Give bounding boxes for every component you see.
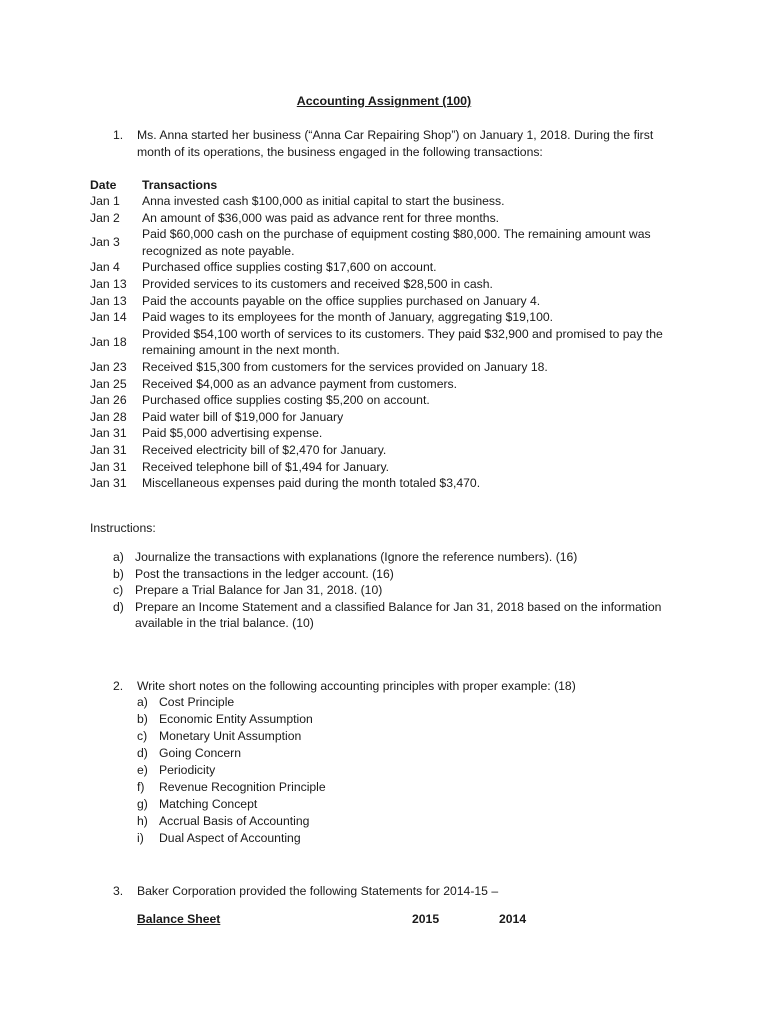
transaction-row <box>90 425 690 442</box>
instruction-item-text: Journalize the transactions with explanations (Ignore the reference numbers). (16) <box>135 550 578 564</box>
instruction-item-text: Post the transactions in the ledger account. (16) <box>135 566 394 581</box>
instruction-item-marker: c) <box>113 583 124 598</box>
transaction-row <box>90 193 690 210</box>
principle-item-text: Monetary Unit Assumption <box>159 729 302 743</box>
question-2-number: 2. <box>113 679 124 693</box>
transaction-row <box>90 376 690 393</box>
transaction-row <box>90 459 690 476</box>
transaction-date: Jan 31 <box>90 459 127 474</box>
principle-item-text: Matching Concept <box>159 797 258 811</box>
year-2014-header: 2014 <box>499 912 527 926</box>
transaction-text: Paid wages to its employees for the month of January, aggregating $19,100. <box>142 310 554 325</box>
principle-item-text: Dual Aspect of Accounting <box>159 831 301 845</box>
transaction-row <box>90 259 690 276</box>
transaction-text: Received electricity bill of $2,470 for January. <box>142 442 387 457</box>
date-column-header: Date <box>90 178 117 192</box>
transaction-text: Paid the accounts payable on the office supplies purchased on January 4. <box>142 293 541 308</box>
instruction-item-marker: b) <box>113 566 124 581</box>
principle-item-text: Going Concern <box>159 746 241 760</box>
transaction-row <box>90 392 690 409</box>
transaction-date: Jan 23 <box>90 359 127 374</box>
principle-item-text: Periodicity <box>159 763 216 777</box>
document-title: Accounting Assignment (100) <box>296 94 472 108</box>
transaction-date: Jan 25 <box>90 376 127 391</box>
principle-item-text: Revenue Recognition Principle <box>159 780 326 794</box>
transaction-text: Paid $60,000 cash on the purchase of equipment costing $80,000. The remaining amount was recognized as note payable. <box>142 227 651 258</box>
transaction-text: Paid $5,000 advertising expense. <box>142 426 323 441</box>
transaction-row <box>90 293 690 310</box>
transaction-date: Jan 26 <box>90 393 127 408</box>
year-2015-header: 2015 <box>412 912 440 926</box>
transaction-row <box>90 210 690 227</box>
transaction-date: Jan 18 <box>90 335 127 350</box>
transactions-header <box>90 177 217 194</box>
principle-item-marker: f) <box>137 780 145 794</box>
principles-list <box>137 694 537 847</box>
transactions-table <box>90 193 690 492</box>
instruction-item-marker: a) <box>113 550 124 564</box>
transaction-text: Purchased office supplies costing $5,200 on account. <box>142 393 430 408</box>
question-1-number: 1. <box>113 128 124 142</box>
transaction-date: Jan 31 <box>90 476 127 491</box>
principle-item <box>137 728 537 745</box>
balance-sheet-label: Balance Sheet <box>137 912 221 926</box>
transaction-row <box>90 326 690 359</box>
transaction-date: Jan 1 <box>90 194 120 208</box>
question-2-text: Write short notes on the following accounting principles with proper example: (18) <box>137 679 576 693</box>
principle-item <box>137 779 537 796</box>
principle-item-text: Economic Entity Assumption <box>159 712 313 726</box>
transaction-row <box>90 226 690 259</box>
principle-item-marker: d) <box>137 746 148 760</box>
transaction-row <box>90 276 690 293</box>
transaction-text: Received $15,300 from customers for the services provided on January 18. <box>142 359 548 374</box>
instruction-item-text: Prepare a Trial Balance for Jan 31, 2018. (10) <box>135 583 383 598</box>
transaction-date: Jan 2 <box>90 210 120 225</box>
question-1-text: Ms. Anna started her business (“Anna Car Repairing Shop”) on January 1, 2018. During the first month of its operations, the business engaged in the following transactions: <box>137 128 654 159</box>
principle-item-text: Accrual Basis of Accounting <box>159 814 310 828</box>
transaction-row <box>90 309 690 326</box>
instruction-item <box>113 599 683 632</box>
principle-item-marker: i) <box>137 831 144 845</box>
question-3-text: Baker Corporation provided the following Statements for 2014-15 – <box>137 884 499 898</box>
transaction-text: Miscellaneous expenses paid during the month totaled $3,470. <box>142 476 481 491</box>
transaction-row <box>90 409 690 426</box>
principle-item-marker: a) <box>137 695 148 709</box>
instructions-list <box>113 549 683 632</box>
transaction-date: Jan 28 <box>90 409 127 424</box>
principle-item-marker: h) <box>137 814 148 828</box>
transaction-text: An amount of $36,000 was paid as advance rent for three months. <box>142 210 500 225</box>
principle-item-marker: g) <box>137 797 148 811</box>
transaction-date: Jan 31 <box>90 442 127 457</box>
principle-item-text: Cost Principle <box>159 695 235 709</box>
principle-item <box>137 762 537 779</box>
transaction-date: Jan 4 <box>90 260 120 275</box>
transaction-date: Jan 14 <box>90 310 127 325</box>
transaction-text: Anna invested cash $100,000 as initial capital to start the business. <box>142 194 505 208</box>
transaction-text: Purchased office supplies costing $17,600 on account. <box>142 260 437 275</box>
transaction-text: Provided services to its customers and received $28,500 in cash. <box>142 276 493 291</box>
principle-item <box>137 813 537 830</box>
transactions-column-header: Transactions <box>142 178 218 192</box>
principle-item <box>137 830 537 847</box>
instruction-item <box>113 582 683 599</box>
principle-item <box>137 796 537 813</box>
principle-item <box>137 711 537 728</box>
question-3-number: 3. <box>113 884 124 898</box>
principle-item-marker: b) <box>137 712 148 726</box>
instruction-item-marker: d) <box>113 599 124 614</box>
transaction-row <box>90 359 690 376</box>
transaction-date: Jan 13 <box>90 293 127 308</box>
transaction-date: Jan 13 <box>90 276 127 291</box>
principle-item-marker: e) <box>137 763 148 777</box>
instruction-item-text: Prepare an Income Statement and a classified Balance for Jan 31, 2018 based on the information available in the trial balance. (10) <box>135 599 662 631</box>
principle-item-marker: c) <box>137 729 148 743</box>
transaction-text: Provided $54,100 worth of services to its customers. They paid $32,900 and promised to pay the remaining amount in the next month. <box>142 326 663 358</box>
transaction-date: Jan 3 <box>90 235 120 250</box>
transaction-row <box>90 475 690 492</box>
instruction-item <box>113 566 683 583</box>
instructions-heading: Instructions: <box>90 521 156 535</box>
principle-item <box>137 745 537 762</box>
transaction-text: Received $4,000 as an advance payment from customers. <box>142 376 458 391</box>
transaction-text: Received telephone bill of $1,494 for January. <box>142 459 390 474</box>
transaction-row <box>90 442 690 459</box>
transaction-text: Paid water bill of $19,000 for January <box>142 409 344 424</box>
transaction-date: Jan 31 <box>90 426 127 441</box>
instruction-item <box>113 549 683 566</box>
principle-item <box>137 694 537 711</box>
